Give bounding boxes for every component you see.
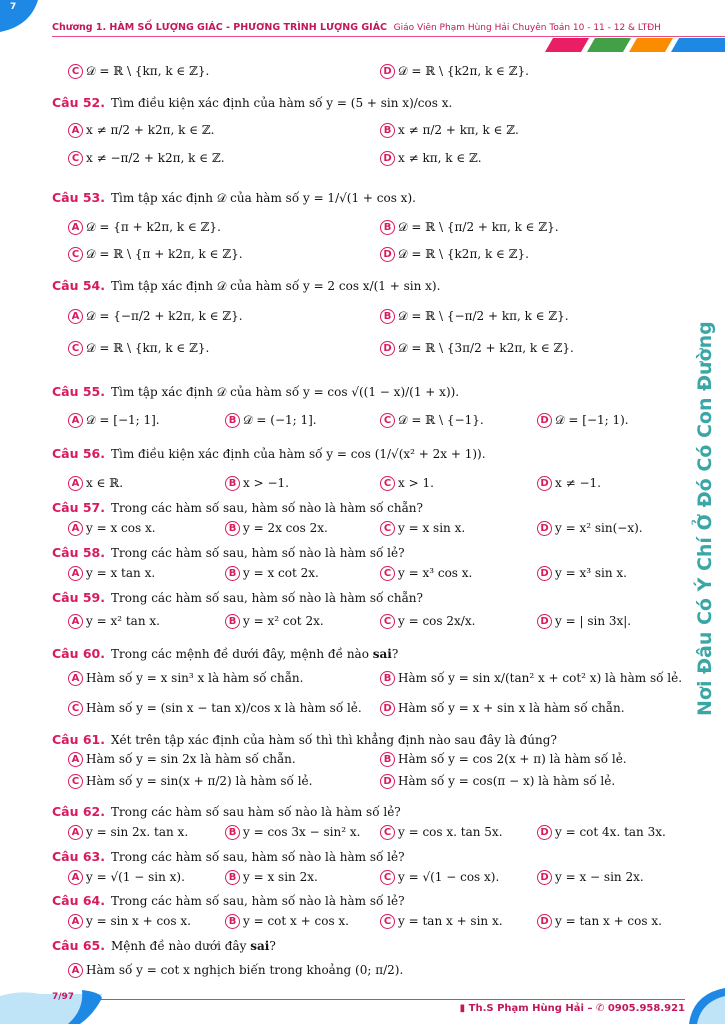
option-letter-icon: C [380,614,395,629]
option-text: y = cot x + cos x. [243,914,349,928]
answer-option[interactable] [380,613,475,629]
option-text: y = cos x. tan 5x. [398,825,503,839]
question-text: Trong các hàm số sau, hàm số nào là hàm số lẻ? [111,546,405,560]
option-letter-icon: C [68,701,83,716]
answer-option[interactable] [68,308,243,324]
footer-contact [460,1003,685,1014]
question-text: Mệnh đề nào dưới đây [111,939,247,953]
answer-option[interactable] [68,340,209,356]
answer-option[interactable] [68,613,160,629]
option-letter-icon: A [68,752,83,767]
answer-option[interactable] [68,150,225,166]
question-number: Câu 55. [52,384,106,399]
answer-option[interactable] [225,613,324,629]
option-text: y = x² cot 2x. [243,614,324,628]
option-letter-icon: B [225,825,240,840]
question-text: Trong các mệnh đề dưới đây, mệnh đề nào [111,647,369,661]
option-letter-icon: D [380,151,395,166]
footer-rule [100,999,685,1000]
option-letter-icon: C [380,870,395,885]
option-letter-icon: C [380,476,395,491]
option-text: x ≠ −1. [555,476,601,490]
option-text: x ≠ π/2 + k2π, k ∈ ℤ. [86,123,215,137]
answer-option[interactable] [380,520,465,536]
teacher-name: Giáo Viên Phạm Hùng Hải Chuyên Toán 10 - 11 - 12 & LTĐH [393,23,661,33]
option-letter-icon: C [380,566,395,581]
option-text: x ∈ ℝ. [86,476,124,490]
answer-option[interactable] [537,565,627,581]
option-text: x ≠ kπ, k ∈ ℤ. [398,151,482,165]
option-letter-icon: D [380,341,395,356]
option-letter-icon: B [380,309,395,324]
answer-option[interactable] [380,824,503,840]
option-letter-icon: D [537,614,552,629]
option-letter-icon: D [380,774,395,789]
option-letter-icon: B [380,123,395,138]
question-number: Câu 61. [52,732,106,747]
corner-decoration [0,0,40,34]
question-text: Trong các hàm số sau, hàm số nào là hàm số lẻ? [111,894,405,908]
option-letter-icon: A [68,963,83,978]
option-text: 𝒟 = ℝ \ {k2π, k ∈ ℤ}. [398,247,529,261]
option-text: 𝒟 = ℝ \ {3π/2 + k2π, k ∈ ℤ}. [398,341,574,355]
answer-option[interactable] [380,122,519,138]
option-text: y = x³ sin x. [555,566,627,580]
answer-option[interactable] [380,700,625,716]
answer-option[interactable] [68,520,156,536]
answer-option[interactable] [68,700,362,716]
option-letter-icon: B [380,220,395,235]
option-text: x ≠ π/2 + kπ, k ∈ ℤ. [398,123,519,137]
answer-option[interactable] [68,824,188,840]
question-emphasis: sai [250,939,270,953]
option-letter-icon: A [68,309,83,324]
answer-option[interactable] [380,913,503,929]
question-text: Tìm điều kiện xác định của hàm số y = (5 + sin x)/cos x. [111,96,453,110]
question-stem [52,278,440,294]
option-letter-icon: D [537,476,552,491]
answer-option[interactable] [537,613,631,629]
question-end: ? [269,939,276,953]
answer-option[interactable] [537,520,643,536]
answer-option[interactable] [225,520,328,536]
option-text: y = 2x cos 2x. [243,521,328,535]
option-text: x ≠ −π/2 + k2π, k ∈ ℤ. [86,151,225,165]
option-text: y = x cos x. [86,521,156,535]
footer-page-number: 7/97 [52,992,75,1002]
answer-option[interactable] [68,475,123,491]
answer-option[interactable] [380,219,559,235]
option-letter-icon: D [380,64,395,79]
question-stem [52,804,401,820]
author-icon: ▮ [459,1003,466,1014]
option-text: y = x sin 2x. [243,870,318,884]
option-text: 𝒟 = ℝ \ {kπ, k ∈ ℤ}. [86,64,210,78]
answer-option[interactable] [68,565,155,581]
header-stripes [545,38,725,52]
option-letter-icon: D [537,521,552,536]
option-text: 𝒟 = ℝ \ {k2π, k ∈ ℤ}. [398,64,529,78]
option-text: y = x tan x. [86,566,156,580]
option-letter-icon: C [68,151,83,166]
question-text: Tìm tập xác định 𝒟 của hàm số y = 2 cos x/(1 + sin x). [111,279,441,293]
option-text: 𝒟 = ℝ \ {−π/2 + kπ, k ∈ ℤ}. [398,309,569,323]
answer-option[interactable] [380,670,682,686]
option-letter-icon: C [380,914,395,929]
question-number: Câu 53. [52,190,106,205]
question-emphasis: sai [372,647,392,661]
answer-option[interactable] [225,475,289,491]
footer-separator: – [587,1003,593,1014]
question-number: Câu 64. [52,893,106,908]
option-letter-icon: B [225,521,240,536]
option-letter-icon: C [380,413,395,428]
option-letter-icon: B [225,476,240,491]
option-text: y = cot 4x. tan 3x. [555,825,666,839]
answer-option[interactable] [68,412,160,428]
answer-option[interactable] [68,913,191,929]
question-text: Tìm điều kiện xác định của hàm số y = cos (1/√(x² + 2x + 1)). [111,447,486,461]
answer-option[interactable] [537,824,666,840]
answer-option[interactable] [68,219,221,235]
option-text: 𝒟 = (−1; 1]. [243,413,317,427]
answer-option[interactable] [380,565,472,581]
option-letter-icon: A [68,521,83,536]
question-text: Trong các hàm số sau, hàm số nào là hàm số chẵn? [111,501,423,515]
option-letter-icon: C [380,825,395,840]
option-text: x > 1. [398,476,434,490]
question-text: Xét trên tập xác định của hàm số thì thì khẳng định nào sau đây là đúng? [111,733,557,747]
chapter-title: Chương 1. HÀM SỐ LƯỢNG GIÁC - PHƯƠNG TRÌNH LƯỢNG GIÁC [52,22,388,33]
question-number: Câu 58. [52,545,106,560]
question-stem [52,732,557,748]
option-text: y = sin 2x. tan x. [86,825,189,839]
footer-right-decoration [685,984,725,1024]
option-text: 𝒟 = [−1; 1]. [86,413,160,427]
option-text: Hàm số y = cos 2(x + π) là hàm số lẻ. [398,752,627,766]
answer-option[interactable] [537,869,644,885]
question-text: Tìm tập xác định 𝒟 của hàm số y = 1/√(1 + cos x). [111,191,416,205]
option-letter-icon: D [537,870,552,885]
question-number: Câu 57. [52,500,106,515]
option-text: 𝒟 = [−1; 1). [555,413,629,427]
answer-option[interactable] [68,63,209,79]
answer-option[interactable] [225,824,360,840]
answer-option[interactable] [225,913,349,929]
answer-option[interactable] [225,869,318,885]
option-letter-icon: B [225,566,240,581]
option-text: y = cos 2x/x. [398,614,476,628]
option-letter-icon: A [68,476,83,491]
option-letter-icon: A [68,671,83,686]
option-text: Hàm số y = sin 2x là hàm số chẵn. [86,752,296,766]
option-text: y = x − sin 2x. [555,870,644,884]
answer-option[interactable] [380,869,499,885]
answer-option[interactable] [380,475,434,491]
question-text: Trong các hàm số sau, hàm số nào là hàm số lẻ? [111,850,405,864]
phone-icon: ✆ [595,1003,605,1014]
answer-option[interactable] [380,150,482,166]
answer-option[interactable] [68,246,243,262]
option-text: 𝒟 = ℝ \ {−1}. [398,413,484,427]
answer-option[interactable] [380,308,569,324]
side-title-text: Nơi Đâu Có Ý Chí Ở Đó Có Con Đường [694,321,716,716]
question-number: Câu 54. [52,278,106,293]
option-text: Hàm số y = sin x/(tan² x + cot² x) là hàm số lẻ. [398,671,683,685]
option-letter-icon: C [68,64,83,79]
answer-option[interactable] [68,751,296,767]
answer-option[interactable] [380,63,529,79]
question-stem [52,590,423,606]
question-stem [52,500,423,516]
option-letter-icon: B [380,752,395,767]
option-text: y = tan x + sin x. [398,914,503,928]
option-text: 𝒟 = ℝ \ {kπ, k ∈ ℤ}. [86,341,210,355]
question-stem [52,446,486,462]
answer-option[interactable] [68,670,303,686]
answer-option[interactable] [380,246,529,262]
answer-option[interactable] [68,773,312,789]
option-letter-icon: A [68,123,83,138]
question-stem [52,384,459,400]
header-rule [52,36,725,37]
option-text: 𝒟 = ℝ \ {π + k2π, k ∈ ℤ}. [86,247,243,261]
answer-option[interactable] [380,412,484,428]
option-text: y = x² sin(−x). [555,521,643,535]
option-letter-icon: D [537,413,552,428]
option-text: Hàm số y = x sin³ x là hàm số chẵn. [86,671,304,685]
option-text: Hàm số y = cos(π − x) là hàm số lẻ. [398,774,616,788]
option-text: y = √(1 − sin x). [86,870,185,884]
option-text: 𝒟 = {−π/2 + k2π, k ∈ ℤ}. [86,309,243,323]
question-text: Tìm tập xác định 𝒟 của hàm số y = cos √((1 − x)/(1 + x)). [111,385,460,399]
page-number-top: 7 [10,2,17,12]
option-letter-icon: A [68,825,83,840]
option-letter-icon: A [68,914,83,929]
question-number: Câu 56. [52,446,106,461]
question-number: Câu 59. [52,590,106,605]
option-text: y = x cot 2x. [243,566,319,580]
question-stem [52,646,398,662]
option-letter-icon: B [225,614,240,629]
answer-option[interactable] [380,773,615,789]
phone-number: 0905.958.921 [607,1003,685,1014]
option-letter-icon: A [68,220,83,235]
option-letter-icon: B [380,671,395,686]
option-text: y = x² tan x. [86,614,160,628]
option-text: y = √(1 − cos x). [398,870,500,884]
question-number: Câu 65. [52,938,106,953]
answer-option[interactable] [537,412,629,428]
option-text: 𝒟 = ℝ \ {π/2 + kπ, k ∈ ℤ}. [398,220,559,234]
option-letter-icon: A [68,614,83,629]
question-stem [52,95,452,111]
answer-option[interactable] [225,412,317,428]
author-name: Th.S Phạm Hùng Hải [468,1003,584,1014]
option-text: Hàm số y = sin(x + π/2) là hàm số lẻ. [86,774,313,788]
option-text: y = cos 3x − sin² x. [243,825,361,839]
option-text: Hàm số y = cot x nghịch biến trong khoảng (0; π/2). [86,963,404,977]
answer-option[interactable] [380,340,574,356]
question-text: Trong các hàm số sau, hàm số nào là hàm số chẵn? [111,591,423,605]
option-letter-icon: D [537,566,552,581]
answer-option[interactable] [68,122,214,138]
answer-option[interactable] [537,475,601,491]
option-letter-icon: C [68,774,83,789]
question-number: Câu 63. [52,849,106,864]
option-text: y = x³ cos x. [398,566,473,580]
answer-option[interactable] [68,869,185,885]
answer-option[interactable] [68,962,403,978]
option-letter-icon: C [68,247,83,262]
option-letter-icon: D [537,914,552,929]
option-text: Hàm số y = (sin x − tan x)/cos x là hàm số lẻ. [86,701,362,715]
answer-option[interactable] [537,913,662,929]
answer-option[interactable] [225,565,319,581]
question-stem [52,545,405,561]
answer-option[interactable] [380,751,627,767]
question-number: Câu 62. [52,804,106,819]
option-letter-icon: A [68,413,83,428]
side-title [689,300,719,720]
option-letter-icon: D [380,247,395,262]
option-letter-icon: B [225,870,240,885]
option-letter-icon: D [537,825,552,840]
option-letter-icon: B [225,413,240,428]
option-letter-icon: C [68,341,83,356]
question-stem [52,938,276,954]
option-text: Hàm số y = x + sin x là hàm số chẵn. [398,701,625,715]
option-text: y = | sin 3x|. [555,614,632,628]
option-text: y = x sin x. [398,521,466,535]
option-letter-icon: A [68,870,83,885]
question-stem [52,849,405,865]
question-number: Câu 52. [52,95,106,110]
question-text: Trong các hàm số sau hàm số nào là hàm số lẻ? [111,805,401,819]
option-text: x > −1. [243,476,289,490]
option-text: y = tan x + cos x. [555,914,662,928]
chapter-header [52,22,661,33]
question-end: ? [391,647,399,661]
option-letter-icon: C [380,521,395,536]
question-stem [52,893,405,909]
question-number: Câu 60. [52,646,106,661]
option-text: y = sin x + cos x. [86,914,191,928]
option-letter-icon: A [68,566,83,581]
option-letter-icon: B [225,914,240,929]
option-text: 𝒟 = {π + k2π, k ∈ ℤ}. [86,220,221,234]
option-letter-icon: D [380,701,395,716]
question-stem [52,190,416,206]
